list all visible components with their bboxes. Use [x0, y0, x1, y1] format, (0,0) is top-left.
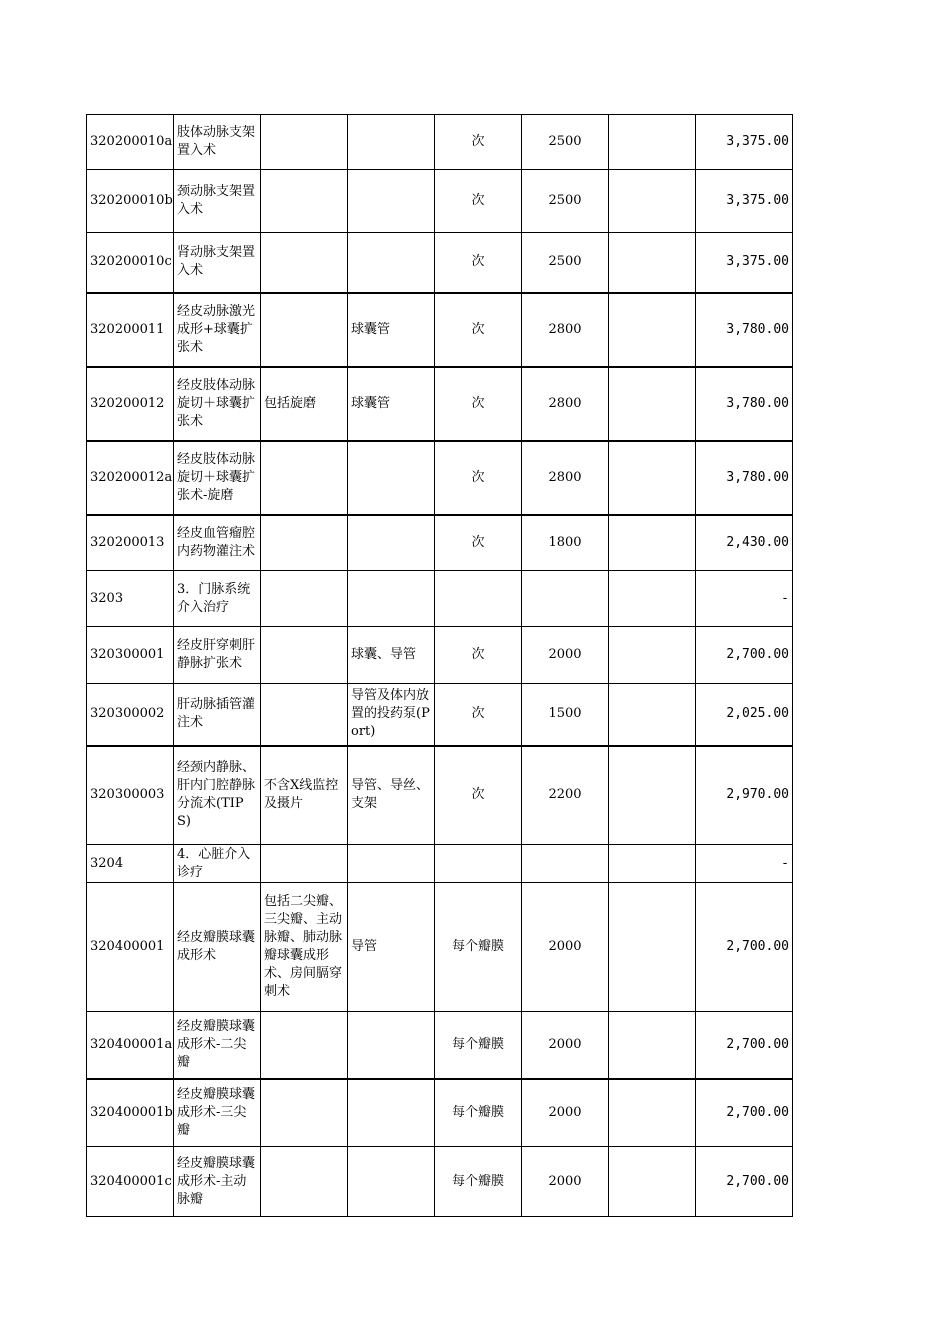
section-code: 3203	[87, 571, 174, 627]
item-includes: 包括旋磨	[261, 367, 348, 441]
item-excludes	[348, 1079, 435, 1147]
item-base-price: 2000	[522, 1012, 609, 1079]
item-code: 320200012	[87, 367, 174, 441]
item-code: 320200013	[87, 515, 174, 571]
item-note	[609, 627, 696, 684]
item-base-price: 2000	[522, 1079, 609, 1147]
item-code: 320200010b	[87, 170, 174, 233]
item-unit: 次	[435, 367, 522, 441]
item-note	[609, 367, 696, 441]
item-includes	[261, 684, 348, 746]
item-excludes	[348, 1012, 435, 1079]
item-name: 肝动脉插管灌注术	[174, 684, 261, 746]
item-includes	[261, 1079, 348, 1147]
item-base-price: 2000	[522, 883, 609, 1012]
item-base-price: 2500	[522, 170, 609, 233]
table-row	[87, 441, 793, 515]
table-row	[87, 1012, 793, 1079]
item-name: 经皮肢体动脉旋切＋球囊扩张术-旋磨	[174, 441, 261, 515]
item-name: 颈动脉支架置入术	[174, 170, 261, 233]
item-excludes	[348, 571, 435, 627]
item-name: 经皮瓣膜球囊成形术-三尖瓣	[174, 1079, 261, 1147]
section-title: 4．心脏介入诊疗	[174, 845, 261, 883]
table-row	[87, 627, 793, 684]
section-code: 3204	[87, 845, 174, 883]
item-price: 3,375.00	[696, 233, 793, 293]
item-price: 2,700.00	[696, 627, 793, 684]
table-row	[87, 293, 793, 367]
item-price: 3,780.00	[696, 293, 793, 367]
table-row	[87, 115, 793, 170]
fee-table	[86, 114, 793, 1217]
table-row	[87, 367, 793, 441]
item-name: 经颈内静脉、肝内门腔静脉分流术(TIPS)	[174, 746, 261, 845]
item-name: 经皮肝穿刺肝静脉扩张术	[174, 627, 261, 684]
item-note	[609, 170, 696, 233]
item-code: 320300001	[87, 627, 174, 684]
item-includes	[261, 627, 348, 684]
item-name: 经皮瓣膜球囊成形术-主动脉瓣	[174, 1147, 261, 1217]
item-includes	[261, 845, 348, 883]
item-base-price	[522, 571, 609, 627]
item-includes	[261, 441, 348, 515]
item-excludes: 球囊管	[348, 293, 435, 367]
item-unit: 次	[435, 441, 522, 515]
item-code: 320200012a	[87, 441, 174, 515]
item-base-price: 2800	[522, 367, 609, 441]
item-code: 320200010c	[87, 233, 174, 293]
item-excludes: 导管	[348, 883, 435, 1012]
item-excludes	[348, 115, 435, 170]
table-row	[87, 883, 793, 1012]
item-unit: 每个瓣膜	[435, 1147, 522, 1217]
item-unit: 次	[435, 515, 522, 571]
item-excludes	[348, 845, 435, 883]
item-includes	[261, 1012, 348, 1079]
table-row	[87, 1079, 793, 1147]
item-name: 肾动脉支架置入术	[174, 233, 261, 293]
item-base-price: 2200	[522, 746, 609, 845]
item-base-price	[522, 845, 609, 883]
item-unit: 次	[435, 170, 522, 233]
item-includes	[261, 571, 348, 627]
item-note	[609, 115, 696, 170]
item-note	[609, 1012, 696, 1079]
item-excludes: 球囊、导管	[348, 627, 435, 684]
item-price: 2,700.00	[696, 1147, 793, 1217]
item-unit: 次	[435, 746, 522, 845]
item-excludes	[348, 233, 435, 293]
item-includes: 不含X线监控及摄片	[261, 746, 348, 845]
table-row	[87, 1147, 793, 1217]
item-includes	[261, 293, 348, 367]
item-price: 3,780.00	[696, 441, 793, 515]
item-unit: 次	[435, 233, 522, 293]
section-header-row	[87, 845, 793, 883]
item-price: 3,375.00	[696, 170, 793, 233]
item-includes: 包括二尖瓣、三尖瓣、主动脉瓣、肺动脉瓣球囊成形术、房间膈穿刺术	[261, 883, 348, 1012]
item-name: 经皮瓣膜球囊成形术-二尖瓣	[174, 1012, 261, 1079]
item-note	[609, 845, 696, 883]
item-note	[609, 233, 696, 293]
item-name: 经皮瓣膜球囊成形术	[174, 883, 261, 1012]
item-price: 2,700.00	[696, 1079, 793, 1147]
item-includes	[261, 170, 348, 233]
item-note	[609, 746, 696, 845]
item-unit: 次	[435, 293, 522, 367]
item-price: -	[696, 845, 793, 883]
item-note	[609, 1079, 696, 1147]
table-row	[87, 684, 793, 746]
item-code: 320200011	[87, 293, 174, 367]
item-unit: 次	[435, 684, 522, 746]
item-note	[609, 1147, 696, 1217]
table-row	[87, 233, 793, 293]
item-base-price: 1500	[522, 684, 609, 746]
item-includes	[261, 233, 348, 293]
item-base-price: 2800	[522, 293, 609, 367]
item-price: 3,780.00	[696, 367, 793, 441]
item-price: 2,430.00	[696, 515, 793, 571]
item-includes	[261, 1147, 348, 1217]
item-price: 2,970.00	[696, 746, 793, 845]
item-unit: 次	[435, 627, 522, 684]
item-price: 2,700.00	[696, 883, 793, 1012]
item-unit	[435, 845, 522, 883]
item-base-price: 1800	[522, 515, 609, 571]
item-code: 320400001c	[87, 1147, 174, 1217]
item-code: 320400001	[87, 883, 174, 1012]
item-price: 3,375.00	[696, 115, 793, 170]
item-unit: 每个瓣膜	[435, 1079, 522, 1147]
item-excludes	[348, 441, 435, 515]
item-base-price: 2000	[522, 627, 609, 684]
item-base-price: 2500	[522, 115, 609, 170]
item-note	[609, 571, 696, 627]
section-title: 3．门脉系统介入治疗	[174, 571, 261, 627]
item-base-price: 2800	[522, 441, 609, 515]
item-price: 2,025.00	[696, 684, 793, 746]
item-price: -	[696, 571, 793, 627]
item-base-price: 2500	[522, 233, 609, 293]
item-name: 经皮肢体动脉旋切＋球囊扩张术	[174, 367, 261, 441]
item-unit: 每个瓣膜	[435, 883, 522, 1012]
item-price: 2,700.00	[696, 1012, 793, 1079]
item-base-price: 2000	[522, 1147, 609, 1217]
section-header-row	[87, 571, 793, 627]
item-excludes	[348, 1147, 435, 1217]
item-excludes	[348, 170, 435, 233]
item-name: 经皮血管瘤腔内药物灌注术	[174, 515, 261, 571]
item-note	[609, 515, 696, 571]
table-row	[87, 170, 793, 233]
item-code: 320400001b	[87, 1079, 174, 1147]
item-code: 320400001a	[87, 1012, 174, 1079]
table-row	[87, 746, 793, 845]
item-note	[609, 441, 696, 515]
item-code: 320300002	[87, 684, 174, 746]
item-includes	[261, 115, 348, 170]
item-note	[609, 883, 696, 1012]
item-note	[609, 684, 696, 746]
item-unit	[435, 571, 522, 627]
item-name: 经皮动脉激光成形+球囊扩张术	[174, 293, 261, 367]
table-row	[87, 515, 793, 571]
item-unit: 次	[435, 115, 522, 170]
item-excludes	[348, 515, 435, 571]
item-includes	[261, 515, 348, 571]
item-unit: 每个瓣膜	[435, 1012, 522, 1079]
item-note	[609, 293, 696, 367]
item-excludes: 导管、导丝、支架	[348, 746, 435, 845]
item-excludes: 球囊管	[348, 367, 435, 441]
item-code: 320200010a	[87, 115, 174, 170]
item-excludes: 导管及体内放置的投药泵(Port)	[348, 684, 435, 746]
item-code: 320300003	[87, 746, 174, 845]
item-name: 肢体动脉支架置入术	[174, 115, 261, 170]
